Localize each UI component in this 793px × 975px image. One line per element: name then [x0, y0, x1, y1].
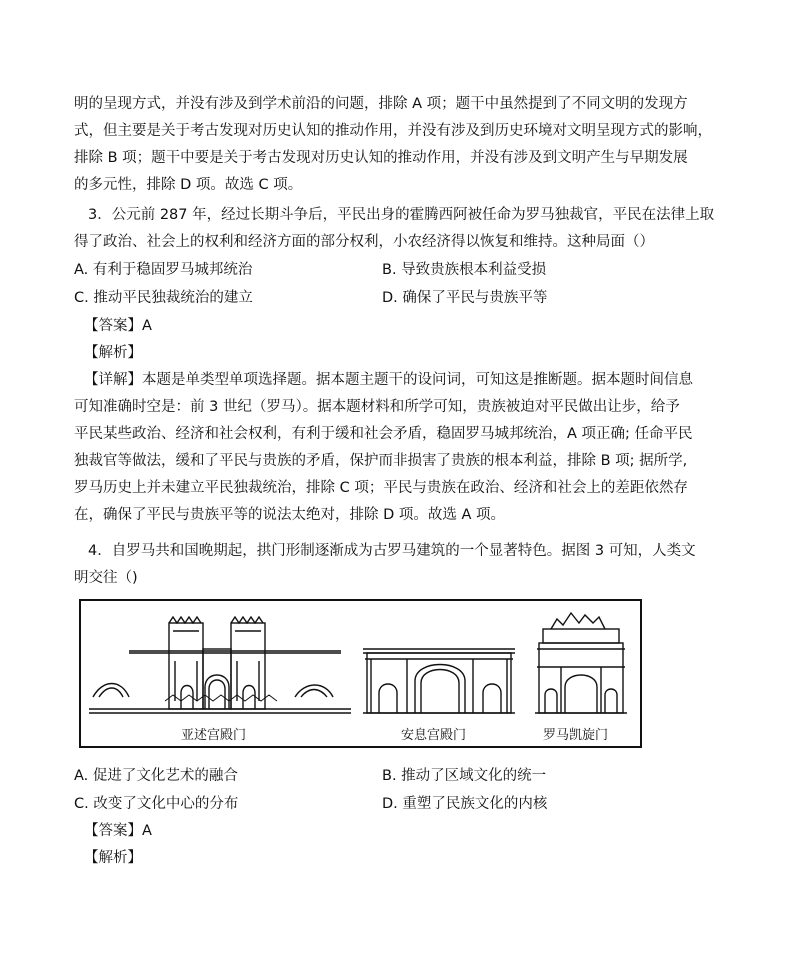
q3-answer: 【答案】A [84, 318, 152, 334]
gate-figure [79, 599, 642, 748]
q3-detail-line-1: 【详解】本题是单类型单项选择题。据本题主题干的设问词，可知这是推断题。据本题时间信息 [84, 372, 693, 388]
q3-stem-line-2: 得了政治、社会上的权利和经济方面的部分权利，小农经济得以恢复和维持。这种局面（） [74, 234, 654, 250]
prev-answer-line-2: 式，但主要是关于考古发现对历史认知的推动作用，并没有涉及到历史环境对文明呈现方式的影响， [74, 123, 712, 139]
q3-detail-line-4: 独裁官等做法，缓和了平民与贵族的矛盾，保护而非损害了贵族的根本利益，排除 B 项; 据所学, [74, 453, 688, 469]
figure-caption-roman: 罗马凯旋门 [543, 728, 609, 743]
q4-option-d: D. 重塑了民族文化的内核 [382, 796, 548, 812]
q4-analysis-label: 【解析】 [84, 850, 142, 866]
q4-stem-line-2: 明交往（) [74, 570, 138, 586]
q3-option-b: B. 导致贵族根本利益受损 [382, 262, 547, 278]
q3-stem-line-1: 3．公元前 287 年，经过长期斗争后，平民出身的霍腾西阿被任命为罗马独裁官，平民在法律上取 [88, 207, 715, 223]
parthian-gate-drawing [363, 649, 515, 713]
q3-option-d: D. 确保了平民与贵族平等 [382, 290, 548, 306]
prev-answer-line-3: 排除 B 项；题干中要是关于考古发现对历史认知的推动作用，并没有涉及到文明产生与早期发展 [74, 150, 688, 166]
q3-detail-line-6: 在，确保了平民与贵族平等的说法太绝对，排除 D 项。故选 A 项。 [74, 507, 506, 523]
q4-option-c: C. 改变了文化中心的分布 [74, 796, 239, 812]
q3-detail-line-5: 罗马历史上并未建立平民独裁统治，排除 C 项；平民与贵族在政治、经济和社会上的差距依然存 [74, 480, 688, 496]
q4-answer: 【答案】A [84, 823, 152, 839]
q4-option-b: B. 推动了区域文化的统一 [382, 768, 547, 784]
prev-answer-line-1: 明的呈现方式，并没有涉及到学术前沿的问题，排除 A 项；题干中虽然提到了不同文明的发现方 [74, 96, 688, 112]
q3-option-c: C. 推动平民独裁统治的建立 [74, 290, 253, 306]
q4-stem-line-1: 4．自罗马共和国晚期起，拱门形制逐渐成为古罗马建筑的一个显著特色。据图 3 可知，人类文 [88, 543, 696, 559]
q3-detail-line-3: 平民某些政治、经济和社会权利，有利于缓和社会矛盾，稳固罗马城邦统治，A 项正确; 任命平民 [74, 426, 693, 442]
q3-option-a: A. 有利于稳固罗马城邦统治 [74, 262, 253, 278]
figure-caption-assyrian: 亚述宫殿门 [181, 728, 247, 743]
q3-detail-line-2: 可知准确时空是：前 3 世纪（罗马）。据本题材料和所学可知，贵族被迫对平民做出让步，给予 [74, 399, 680, 415]
q4-option-a: A. 促进了文化艺术的融合 [74, 768, 238, 784]
q3-analysis-label: 【解析】 [84, 345, 142, 361]
figure-caption-parthian: 安息宫殿门 [401, 728, 467, 743]
prev-answer-line-4: 的多元性，排除 D 项。故选 C 项。 [74, 177, 303, 193]
roman-arch-drawing [535, 613, 627, 713]
assyrian-gate-drawing [89, 617, 351, 713]
